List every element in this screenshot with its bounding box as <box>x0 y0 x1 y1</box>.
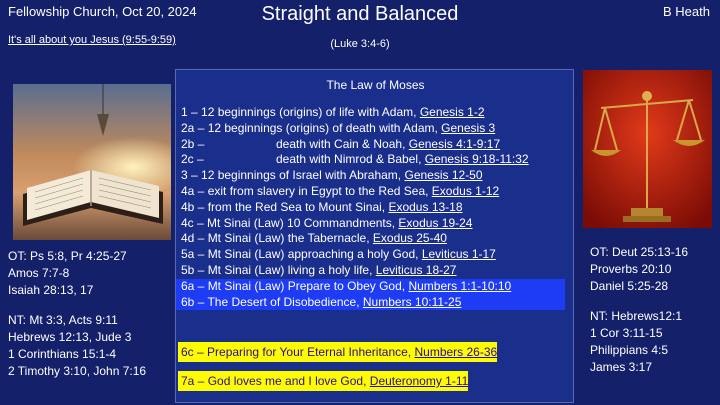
subtitle-link[interactable]: It's all about you Jesus (9:55-9:59) <box>8 34 176 46</box>
outline-link[interactable]: Numbers 10:11-25 <box>362 294 462 309</box>
outline-link[interactable]: Leviticus 1-17 <box>421 247 496 262</box>
nt-ref: 1 Cor 3:11-15 <box>590 326 663 340</box>
outline-list <box>181 105 565 310</box>
outline-link[interactable]: Genesis 4:1-9:17 <box>408 136 501 151</box>
outline-link[interactable]: Leviticus 18-27 <box>375 262 457 277</box>
outline-link[interactable]: Genesis 9:18-11:32 <box>424 152 529 167</box>
scales-of-justice-image <box>583 70 712 228</box>
outline-line-1: 1 – 12 beginnings (origins) of life with Adam, Genesis 1-2 <box>181 105 485 119</box>
outline-line-4d: 4d – Mt Sinai (Law) the Tabernacle, Exodus 25-40 <box>181 231 447 246</box>
outline-line-5a: 5a – Mt Sinai (Law) approaching a holy God, Leviticus 1-17 <box>181 247 496 262</box>
outline-link[interactable]: Exodus 1-12 <box>431 183 500 198</box>
outline-link[interactable]: Genesis 1-2 <box>419 105 485 119</box>
outline-link[interactable]: Genesis 3 <box>441 120 496 135</box>
ot-ref: Proverbs 20:10 <box>590 262 672 276</box>
law-of-moses-panel <box>175 69 574 403</box>
slide-title: Straight and Balanced <box>261 3 459 25</box>
nt-ref: NT: Hebrews12:1 <box>590 309 683 323</box>
nt-ref: James 3:17 <box>590 360 653 374</box>
nt-ref: 2 Timothy 3:10, John 7:16 <box>8 364 147 378</box>
ot-ref: OT: Deut 25:13-16 <box>590 245 689 259</box>
outline-line-6b: 6b – The Desert of Disobedience, Numbers 10:11-25 <box>176 295 565 311</box>
nt-ref: Hebrews 12:13, Jude 3 <box>8 330 132 344</box>
highlight-line-7a: 7a – God loves me and I love God, Deuteronomy 1-11 <box>178 371 468 391</box>
church-date: Fellowship Church, Oct 20, 2024 <box>8 4 197 19</box>
outline-link[interactable]: Exodus 13-18 <box>388 199 463 214</box>
nt-ref: 1 Corinthians 15:1-4 <box>8 347 117 361</box>
outline-link[interactable]: Genesis 12-50 <box>404 168 483 183</box>
outline-line-2a: 2a – 12 beginnings (origins) of death with Adam, Genesis 3 <box>181 120 496 135</box>
outline-line-2c: 2c – death with Nimrod & Babel, Genesis 9:18-11:32 <box>181 152 529 167</box>
panel-title: The Law of Moses <box>326 78 425 92</box>
bible-plumb-line-image <box>13 84 171 240</box>
outline-link[interactable]: Exodus 19-24 <box>398 215 473 230</box>
outline-link[interactable]: Exodus 25-40 <box>372 231 447 246</box>
outline-line-6a: 6a – Mt Sinai (Law) Prepare to Obey God, Numbers 1:1-10:10 <box>176 279 565 295</box>
outline-line-3: 3 – 12 beginnings of Israel with Abraham, Genesis 12-50 <box>181 168 483 183</box>
nt-ref: NT: Mt 3:3, Acts 9:11 <box>8 313 118 327</box>
author: B Heath <box>663 4 710 19</box>
nt-ref: Philippians 4:5 <box>590 343 669 357</box>
scripture-reference: (Luke 3:4-6) <box>330 38 390 50</box>
ot-ref: Isaiah 28:13, 17 <box>8 283 94 297</box>
outline-line-4b: 4b – from the Red Sea to Mount Sinai, Exodus 13-18 <box>181 199 463 214</box>
outline-line-4c: 4c – Mt Sinai (Law) 10 Commandments, Exodus 19-24 <box>181 215 473 230</box>
ot-ref: Amos 7:7-8 <box>8 266 70 280</box>
outline-line-2b: 2b – death with Cain & Noah, Genesis 4:1-9:17 <box>181 136 501 151</box>
ot-ref: OT: Ps 5:8, Pr 4:25-27 <box>8 249 127 263</box>
outline-line-5b: 5b – Mt Sinai (Law) living a holy life, Leviticus 18-27 <box>181 262 457 277</box>
highlight-line-6c: 6c – Preparing for Your Eternal Inheritance, Numbers 26-36 <box>178 342 497 362</box>
outline-link[interactable]: Numbers 1:1-10:10 <box>408 278 512 293</box>
outline-link[interactable]: Numbers 26-36 <box>414 345 498 359</box>
left-references <box>8 248 146 380</box>
outline-line-4a: 4a – exit from slavery in Egypt to the Red Sea, Exodus 1-12 <box>181 183 500 198</box>
ot-ref: Daniel 5:25-28 <box>590 279 669 293</box>
right-references <box>590 244 688 376</box>
outline-link[interactable]: Deuteronomy 1-11 <box>369 374 469 388</box>
